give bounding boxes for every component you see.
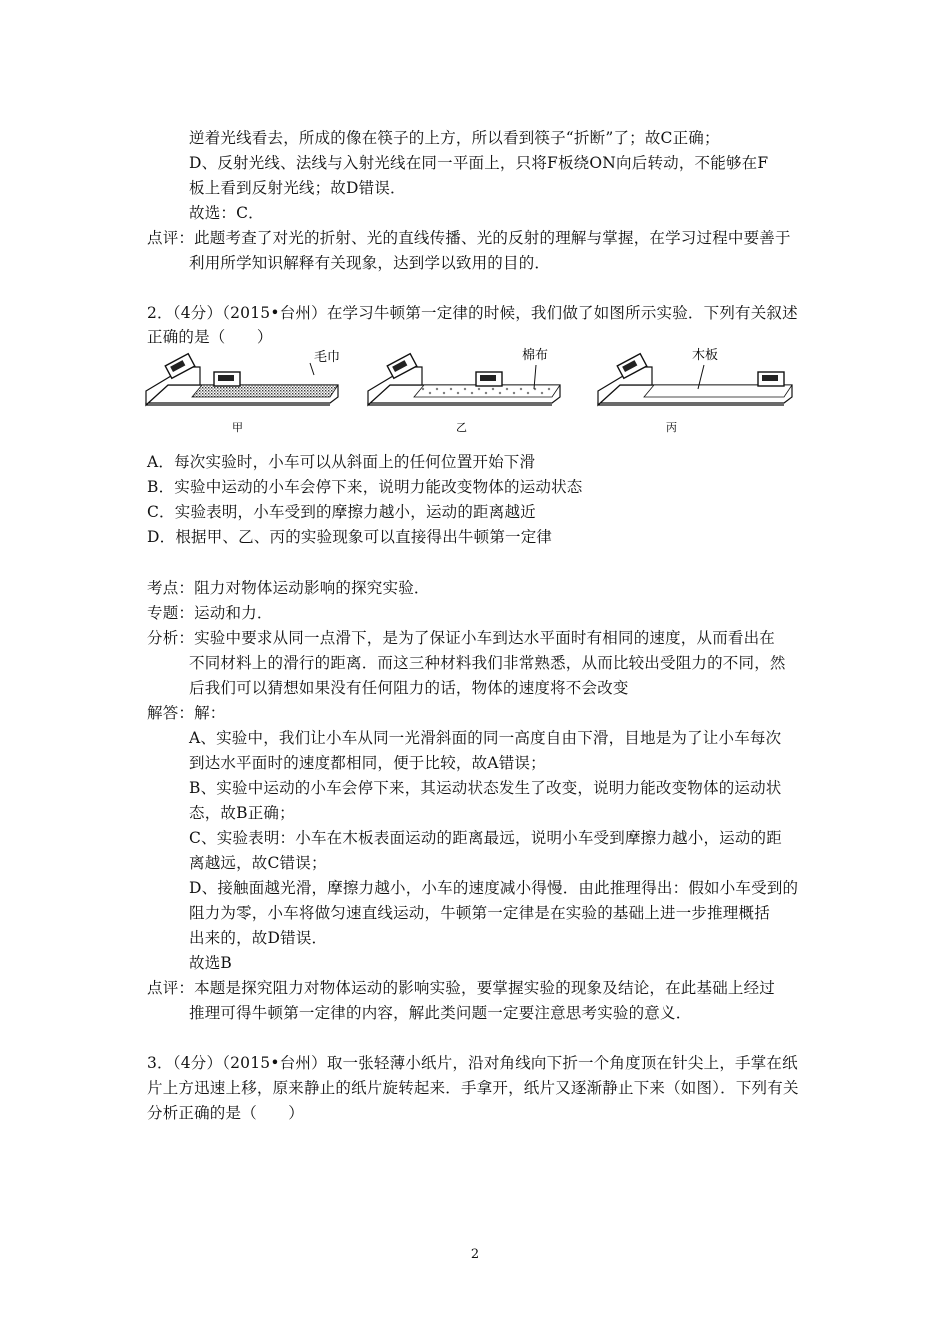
panel-label-jia: 甲	[232, 421, 243, 434]
comment-line: 点评：本题是探究阻力对物体运动的影响实验，要掌握实验的现象及结论，在此基础上经过	[147, 979, 776, 997]
answer-line: 离越远，故C错误；	[189, 854, 327, 872]
question-2-stem: 2．（4分）（2015•台州）在学习牛顿第一定律的时候，我们做了如图所示实验．下列有关叙述	[147, 304, 798, 322]
answer-line: 态，故B正确；	[189, 804, 295, 822]
answer-line: 逆着光线看去，所成的像在筷子的上方，所以看到筷子“折断”了；故C正确；	[189, 129, 720, 147]
page-number: 2	[470, 1247, 480, 1262]
analysis-line: 分析：实验中要求从同一点滑下，是为了保证小车到达水平面时有相同的速度，从而看出在	[147, 629, 776, 647]
answer-head: 解答：解：	[147, 704, 226, 722]
answer-choice: 故选：C．	[189, 204, 264, 222]
question-3-stem: 片上方迅速上移，原来静止的纸片旋转起来．手拿开，纸片又逐渐静止下来（如图）．下列有关	[147, 1079, 799, 1097]
analysis-line: 不同材料上的滑行的距离．而这三种材料我们非常熟悉，从而比较出受阻力的不同，然	[189, 654, 786, 672]
answer-line: B、实验中运动的小车会停下来，其运动状态发生了改变，说明力能改变物体的运动状	[189, 779, 782, 797]
option-c: C．实验表明，小车受到的摩擦力越小，运动的距离越近	[147, 503, 536, 521]
panel-wood	[598, 347, 792, 434]
question-3-stem: 3．（4分）（2015•台州）取一张轻薄小纸片，沿对角线向下折一个角度顶在针尖上，手掌在纸	[147, 1054, 798, 1072]
answer-line: 板上看到反射光线；故D错误．	[189, 179, 406, 197]
cart-icon	[214, 372, 240, 386]
panel-label-bing: 丙	[666, 421, 677, 434]
panel-label-yi: 乙	[456, 421, 467, 434]
question-2-stem: 正确的是（ ）	[147, 328, 273, 346]
answer-line: 到达水平面时的速度都相同，便于比较，故A错误；	[189, 754, 546, 772]
surface-label-cotton: 棉布	[522, 348, 549, 363]
cart-icon	[758, 372, 784, 386]
option-a: A．每次实验时，小车可以从斜面上的任何位置开始下滑	[147, 453, 536, 471]
comment-line: 利用所学知识解释有关现象，达到学以致用的目的．	[189, 254, 551, 272]
experiment-figure	[142, 345, 807, 435]
cart-icon	[476, 372, 502, 386]
kaodian: 考点：阻力对物体运动影响的探究实验．	[147, 579, 430, 597]
surface-label-wood: 木板	[692, 348, 719, 363]
answer-line: 出来的，故D错误．	[189, 929, 328, 947]
comment-line: 推理可得牛顿第一定律的内容，解此类问题一定要注意思考实验的意义．	[189, 1004, 692, 1022]
zhuanti: 专题：运动和力．	[147, 604, 273, 622]
panel-towel	[146, 349, 340, 434]
answer-line: 阻力为零，小车将做匀速直线运动，牛顿第一定律是在实验的基础上进一步推理概括	[189, 904, 770, 922]
panel-cotton	[368, 347, 560, 434]
analysis-line: 后我们可以猜想如果没有任何阻力的话，物体的速度将不会改变	[189, 679, 629, 697]
question-3-stem: 分析正确的是（ ）	[147, 1104, 305, 1122]
answer-line: D、接触面越光滑，摩擦力越小，小车的速度减小得慢．由此推理得出：假如小车受到的	[189, 879, 799, 897]
option-b: B．实验中运动的小车会停下来，说明力能改变物体的运动状态	[147, 478, 583, 496]
comment-line: 点评：此题考查了对光的折射、光的直线传播、光的反射的理解与掌握，在学习过程中要善于	[147, 229, 791, 247]
surface-label-towel: 毛巾	[314, 350, 341, 365]
answer-line: C、实验表明：小车在木板表面运动的距离最远，说明小车受到摩擦力越小，运动的距	[189, 829, 782, 847]
answer-line: D、反射光线、法线与入射光线在同一平面上，只将F板绕ON向后转动，不能够在F	[189, 154, 769, 172]
answer-choice: 故选B	[189, 954, 232, 972]
option-d: D．根据甲、乙、丙的实验现象可以直接得出牛顿第一定律	[147, 528, 553, 546]
answer-line: A、实验中，我们让小车从同一光滑斜面的同一高度自由下滑，目地是为了让小车每次	[189, 729, 782, 747]
